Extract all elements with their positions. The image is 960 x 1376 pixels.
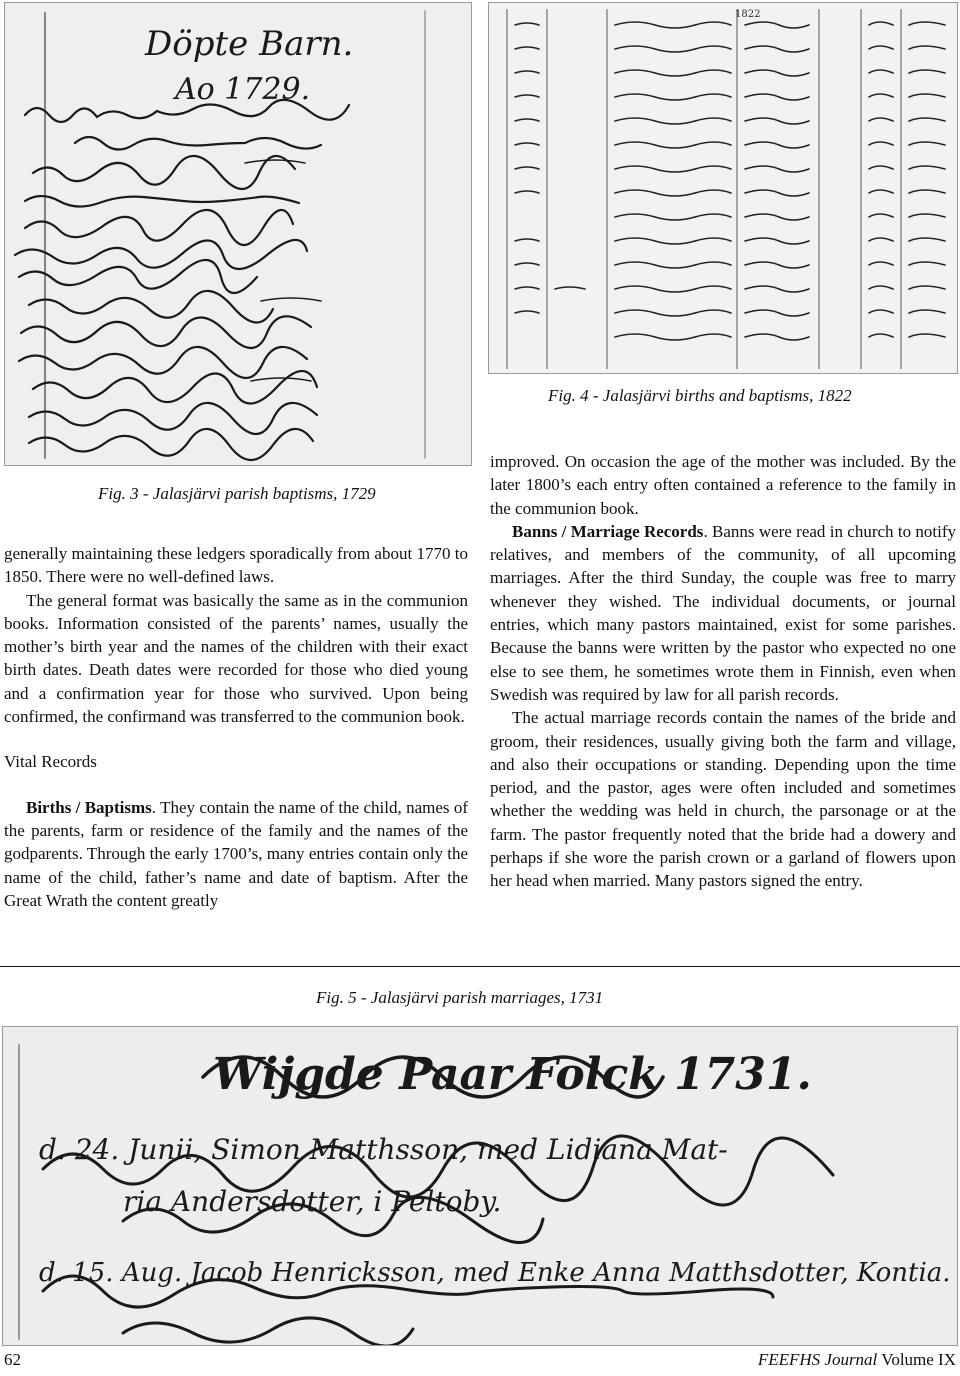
banns-marriage-heading: Banns / Marriage Records [512, 521, 704, 541]
fig3-caption: Fig. 3 - Jalasjärvi parish baptisms, 1729 [98, 484, 376, 503]
right-paragraph-1: improved. On occasion the age of the mother was included. By the later 1800’s each entry often contained a reference to the family in the communion book. [490, 452, 956, 518]
banns-marriage-body: . Banns were read in church to notify relatives, and members of the community, of all upcoming marriages. After the third Sunday, the couple was free to marry whenever they wished. The individual documents, or journal entries, which many pastors maintained, exist for some parishes. Because the banns were written by the pastor who expected no one else to see them, he sometimes wrote them in Finnish, even when Swedish was required by law for all parish records. [490, 521, 956, 704]
left-paragraph-1: generally maintaining these ledgers sporadically from about 1770 to 1850. There were no well-defined laws. [4, 544, 468, 587]
fig5-entry-line-1: d. 24. Junii, Simon Matthsson, med Lidiana Mat- [39, 1133, 728, 1166]
right-column [490, 450, 956, 893]
fig4-caption: Fig. 4 - Jalasjärvi births and baptisms, 1822 [548, 386, 852, 405]
fig3-scan-image [4, 2, 472, 466]
left-column [4, 542, 468, 912]
fig5-caption: Fig. 5 - Jalasjärvi parish marriages, 1731 [316, 988, 604, 1007]
fig3-year-script: Ao 1729. [175, 72, 311, 107]
fig3-heading-script: Döpte Barn. [145, 24, 354, 64]
section-title-vital-records: Vital Records [4, 752, 97, 772]
journal-name: FEEFHS Journal [757, 1350, 878, 1369]
fig4-scan-image [488, 2, 958, 374]
section-divider [0, 966, 960, 967]
births-baptisms-heading: Births / Baptisms [26, 797, 152, 817]
fig5-entry-line-3: d. 15. Aug. Jacob Henricksson, med Enke Anna Matthsdotter, Kontia. [39, 1258, 951, 1288]
births-baptisms-body: . They contain the name of the child, names of the parents, farm or residence of the family and the names of the godparents. Through the early 1700’s, many entries contain only the name of the child, father’s name and date of baptism. After the Great Wrath the content greatly [4, 797, 468, 910]
fig5-scan-image [2, 1026, 958, 1346]
page-number: 62 [4, 1350, 21, 1369]
right-paragraph-banns [490, 520, 956, 706]
journal-volume: Volume IX [881, 1350, 956, 1369]
left-paragraph-births [4, 796, 468, 912]
fig5-entry-line-2: ria Andersdotter, i Peltoby. [123, 1185, 502, 1218]
journal-footer [758, 1350, 956, 1370]
right-paragraph-3: The actual marriage records contain the names of the bride and groom, their residences, usually giving both the farm and village, and also their occupations or standing. Depending upon the time period, and the pastor, ages were often included and sometimes whether the wedding was held in church, the parsonage or at the farm. The pastor frequently noted that the bride had a dowery and perhaps if she wore the parish crown or a garland of flowers upon her head when married. Many pastors signed the entry. [490, 708, 956, 891]
fig5-heading-script: Wijgde Paar Folck 1731. [213, 1049, 812, 1100]
fig4-year-label: 1822 [735, 9, 761, 20]
left-paragraph-2: The general format was basically the same as in the communion books. Information consisted of the parents’ names, usually the mother’s birth year and the names of the children with their exact birth dates. Death dates were recorded for those who died young and a confirmation year for those who survived. Upon being confirmed, the confirmand was transferred to the communion book. [4, 590, 468, 727]
